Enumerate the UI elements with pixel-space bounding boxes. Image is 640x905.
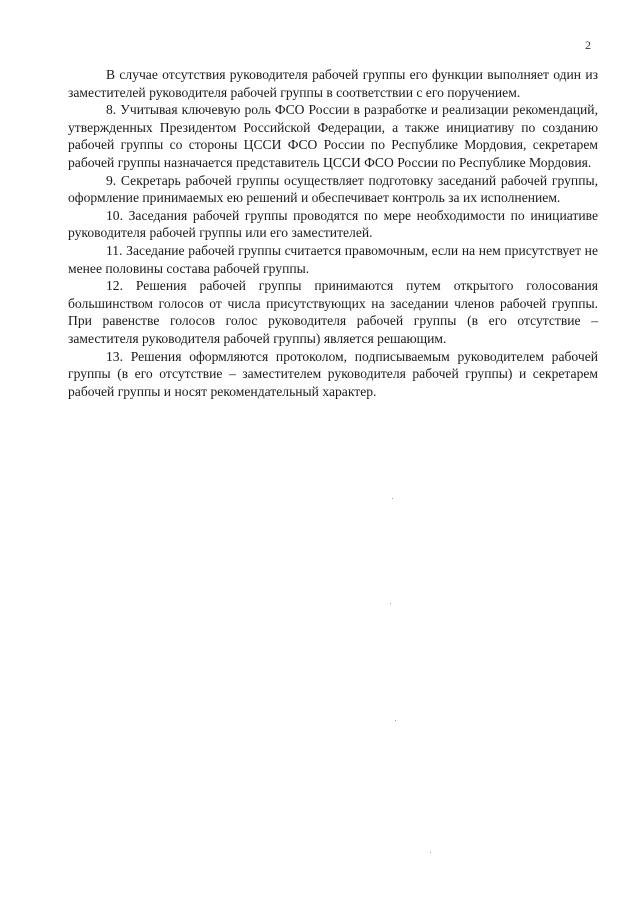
paragraph-11-quorum: 11. Заседание рабочей группы считается правомочным, если на нем присутствует не менее половины состава рабочей группы. [68, 242, 598, 276]
scan-speck [390, 603, 391, 604]
paragraph-9-secretary-duties: 9. Секретарь рабочей группы осуществляет подготовку заседаний рабочей группы, оформление принимаемых ею решений и обеспечивает контроль за их исполнением. [68, 172, 598, 206]
paragraph-12-decisions: 12. Решения рабочей группы принимаются путем открытого голосования большинством голосов от числа присутствующих на заседании членов рабочей группы. При равенстве голосов голос руководителя рабочей группы (в его отсутствие – заместителя руководителя рабочей группы) является решающим. [68, 278, 598, 346]
scan-speck [395, 720, 396, 721]
page-number: 2 [585, 38, 591, 52]
paragraph-10-meetings: 10. Заседания рабочей группы проводятся по мере необходимости по инициативе руководителя рабочей группы или его заместителей. [68, 207, 598, 241]
paragraph-13-protocol: 13. Решения оформляются протоколом, подписываемым руководителем рабочей группы (в его отсутствие – заместителем руководителя рабочей группы) и секретарем рабочей группы и носят рекомендательный характер. [68, 348, 598, 399]
paragraph-deputy-functions: В случае отсутствия руководителя рабочей группы его функции выполняет один из заместителей руководителя рабочей группы в соответствии с его поручением. [68, 67, 598, 100]
document-body [68, 66, 598, 400]
paragraph-8-secretary-appointment: 8. Учитывая ключевую роль ФСО России в разработке и реализации рекомендаций, утвержденных Президентом Российской Федерации, а также инициативу по созданию рабочей группы со стороны ЦССИ ФСО России по Республике Мордовия, секретарем рабочей группы назначается представитель ЦССИ ФСО России по Республике Мордовия. [68, 102, 598, 170]
scan-speck [392, 498, 393, 499]
scan-speck [430, 852, 431, 853]
